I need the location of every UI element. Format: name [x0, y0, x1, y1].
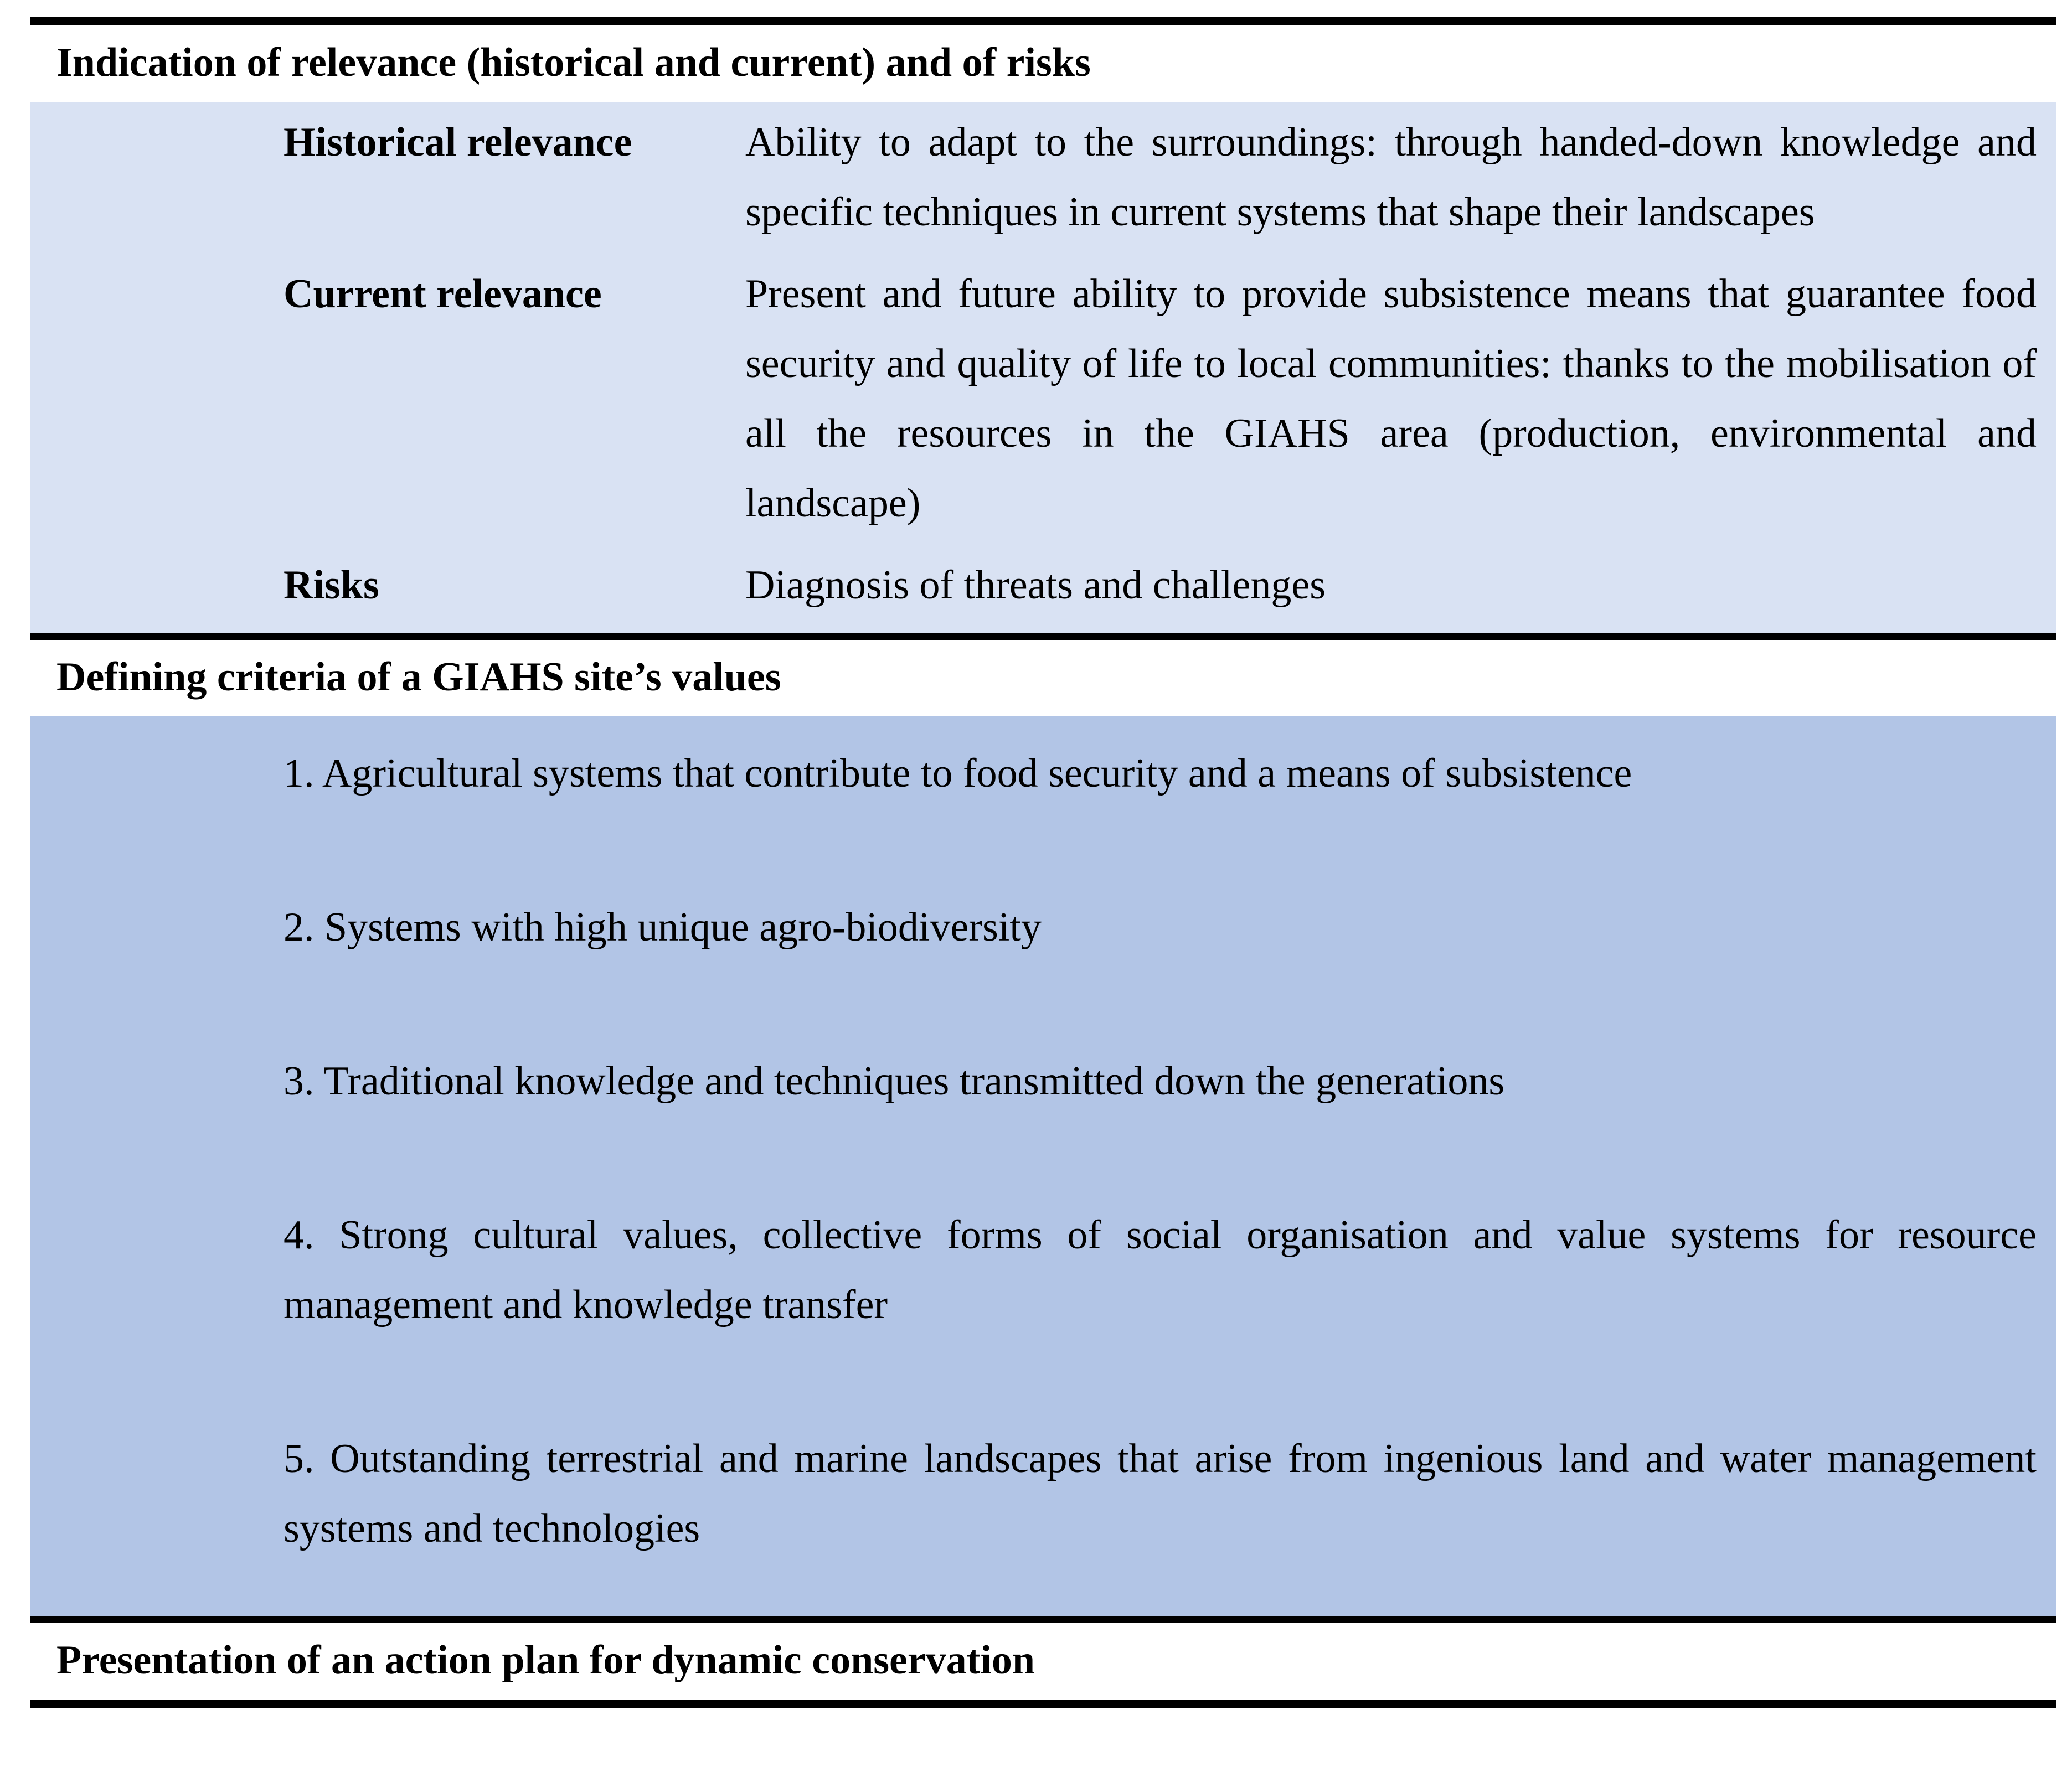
- row-description-historical-relevance: Ability to adapt to the surroundings: through handed-down knowledge and specific techniques in current systems that shape their landscapes: [745, 120, 2037, 235]
- table-row-historical-relevance: [30, 107, 2056, 247]
- criteria-item-2: 2. Systems with high unique agro-biodiversity: [284, 905, 1042, 950]
- criteria-item-3: 3. Traditional knowledge and techniques transmitted down the generations: [284, 1058, 1505, 1104]
- table-row-risks: [30, 550, 2056, 620]
- criteria-item-4: 4. Strong cultural values, collective forms of social organisation and value systems for resource management and knowledge transfer: [284, 1212, 2037, 1328]
- row-label-current-relevance: Current relevance: [284, 271, 602, 317]
- giahs-criteria-table: [30, 17, 2056, 1708]
- row-description-risks: Diagnosis of threats and challenges: [745, 562, 1326, 608]
- top-rule: [30, 17, 2056, 25]
- row-description-current-relevance: Present and future ability to provide subsistence means that guarantee food security and quality of life to local communities: thanks to the mobilisation of all the resources in the GIAHS area (production, environmental and landscape): [745, 271, 2037, 526]
- row-label-risks: Risks: [284, 562, 379, 608]
- section-header-relevance: Indication of relevance (historical and current) and of risks: [56, 40, 1091, 85]
- section-header-defining-criteria: Defining criteria of a GIAHS site’s values: [56, 654, 781, 700]
- table-row-current-relevance: [30, 259, 2056, 538]
- divider-rule-1: [30, 633, 2056, 640]
- section-header-action-plan: Presentation of an action plan for dynamic conservation: [56, 1638, 1035, 1683]
- divider-rule-2: [30, 1616, 2056, 1623]
- criteria-block: [30, 716, 2056, 1616]
- criteria-item-1: 1. Agricultural systems that contribute to food security and a means of subsistence: [284, 751, 1632, 796]
- bottom-rule: [30, 1700, 2056, 1708]
- relevance-block: [30, 102, 2056, 633]
- row-label-historical-relevance: Historical relevance: [284, 120, 632, 165]
- criteria-item-5: 5. Outstanding terrestrial and marine landscapes that arise from ingenious land and water management systems and technologies: [284, 1436, 2037, 1551]
